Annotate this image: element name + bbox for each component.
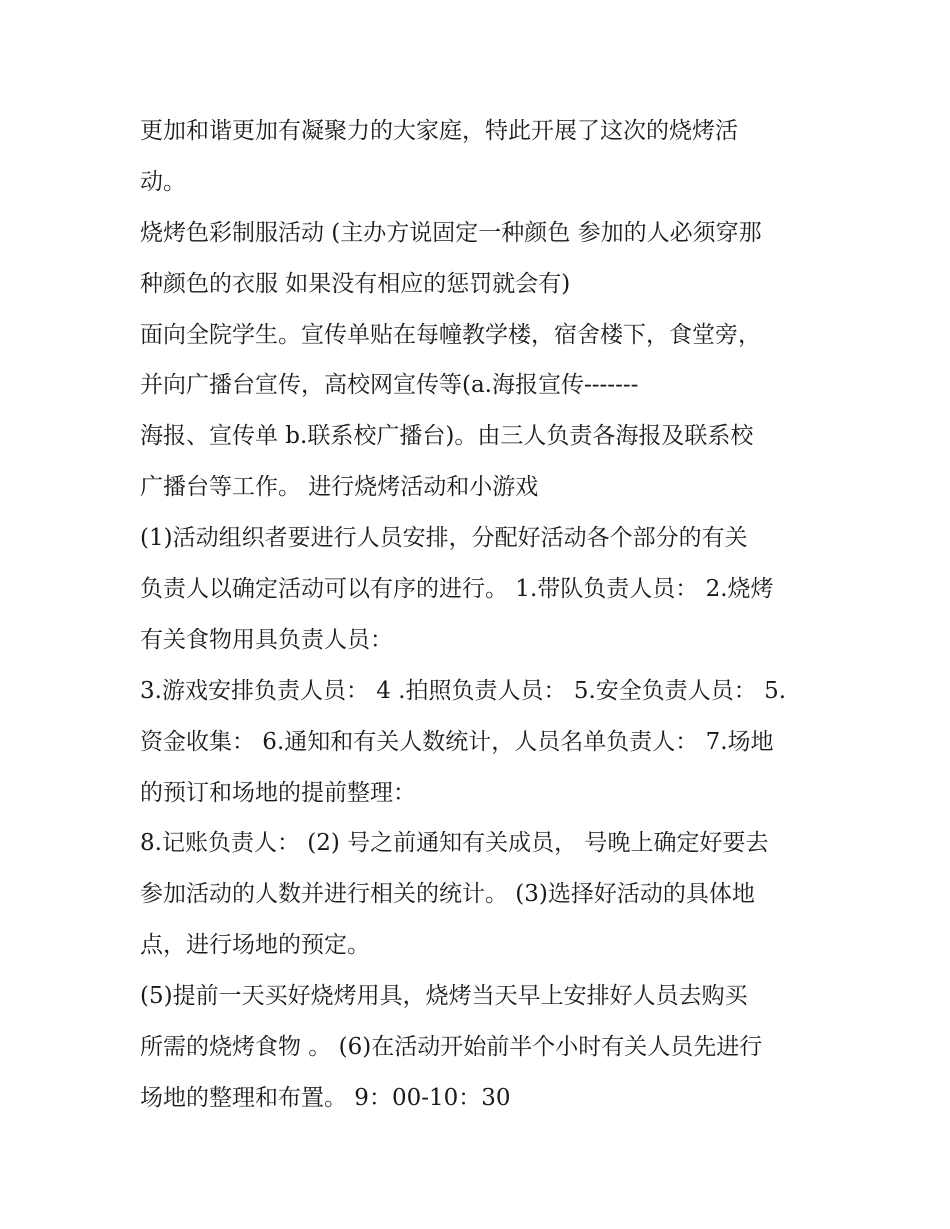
text-line: 动。 xyxy=(140,168,186,195)
text-line: 8.记账负责人： (2) 号之前通知有关成员， 号晚上确定好要去 xyxy=(140,830,769,857)
text-line: 场地的整理和布置。 9：00-10：30 xyxy=(140,1084,511,1111)
text-line: 资金收集： 6.通知和有关人数统计，人员名单负责人： 7.场地 xyxy=(140,728,774,755)
text-line: 广播台等工作。 进行烧烤活动和小游戏 xyxy=(140,474,539,501)
text-line: (1)活动组织者要进行人员安排，分配好活动各个部分的有关 xyxy=(140,525,748,552)
text-line: 的预订和场地的提前整理： xyxy=(140,779,416,806)
text-line: (5)提前一天买好烧烤用具，烧烤当天早上安排好人员去购买 xyxy=(140,983,748,1010)
text-line: 负责人以确定活动可以有序的进行。 1.带队负责人员： 2.烧烤 xyxy=(140,576,774,603)
text-line: 并向广播台宣传，高校网宣传等(a.海报宣传------- xyxy=(140,372,639,399)
text-line: 烧烤色彩制服活动 (主办方说固定一种颜色 参加的人必须穿那 xyxy=(140,219,762,246)
text-line: 点，进行场地的预定。 xyxy=(140,932,370,959)
text-line: 有关食物用具负责人员： xyxy=(140,626,393,653)
text-line: 更加和谐更加有凝聚力的大家庭，特此开展了这次的烧烤活 xyxy=(140,118,738,144)
body-text xyxy=(140,106,820,1124)
text-line: 种颜色的衣服 如果没有相应的惩罚就会有) xyxy=(140,270,571,297)
text-line: 3.游戏安排负责人员： 4 .拍照负责人员： 5.安全负责人员： 5. xyxy=(140,677,787,704)
text-line: 海报、宣传单 b.联系校广播台)。由三人负责各海报及联系校 xyxy=(140,423,754,450)
text-line: 所需的烧烤食物 。 (6)在活动开始前半个小时有关人员先进行 xyxy=(140,1034,763,1061)
text-line: 参加活动的人数并进行相关的统计。 (3)选择好活动的具体地 xyxy=(140,881,755,908)
text-line: 面向全院学生。宣传单贴在每幢教学楼，宿舍楼下，食堂旁， xyxy=(140,321,761,348)
